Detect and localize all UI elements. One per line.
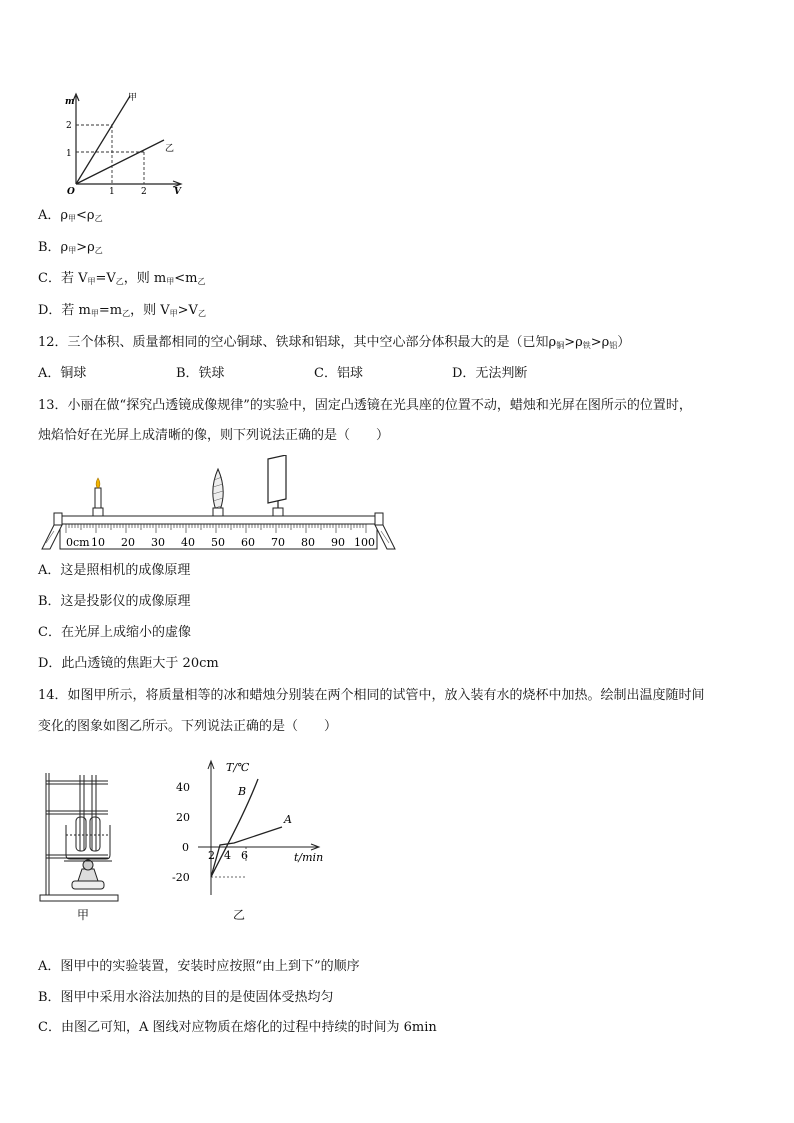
x-axis-label: t/min <box>294 851 324 864</box>
y-tick-2: 2 <box>66 121 72 131</box>
curve-b-label: B <box>238 785 247 798</box>
curve-a-label: A <box>284 813 292 826</box>
y-axis-label: m <box>65 97 75 107</box>
y-tick-20: 20 <box>176 811 190 824</box>
y-tick-0: 0 <box>182 841 189 854</box>
bench-label-60: 60 <box>241 536 255 549</box>
q12-option-c: C．铝球 <box>314 366 363 381</box>
q12-option-d: D．无法判断 <box>452 366 528 381</box>
q13-option-c: C．在光屏上成缩小的虚像 <box>38 625 191 640</box>
q11-option-d: D．若 $m_甲=m_乙$，则 $V_甲>V_乙$ <box>38 303 206 318</box>
heating-apparatus-figure <box>36 765 126 905</box>
q12-option-b: B．铁球 <box>176 366 225 381</box>
bench-label-90: 90 <box>331 536 345 549</box>
q14-stem-line2: 变化的图象如图乙所示。下列说法正确的是（ ） <box>38 719 338 734</box>
q12-option-a: A．铜球 <box>38 366 87 381</box>
bench-label-50: 50 <box>211 536 225 549</box>
x-tick-4: 4 <box>224 849 231 862</box>
q14-option-b: B．图甲中采用水浴法加热的目的是使固体受热均匀 <box>38 990 334 1005</box>
y-tick-neg20: -20 <box>172 871 190 884</box>
bench-label-30: 30 <box>151 536 165 549</box>
q11-option-a: A．$\rho_甲<\rho_乙$ <box>38 208 103 223</box>
temperature-time-graph <box>168 755 328 905</box>
q13-option-a: A．这是照相机的成像原理 <box>38 563 191 578</box>
bench-label-70: 70 <box>271 536 285 549</box>
bench-label-10: 10 <box>91 536 105 549</box>
q14-option-c: C．由图乙可知，A 图线对应物质在熔化的过程中持续的时间为 6min <box>38 1020 437 1035</box>
m-v-graph <box>60 88 190 198</box>
q14-stem-line1: 14．如图甲所示，将质量相等的冰和蜡烛分别装在两个相同的试管中，放入装有水的烧杯中加热。绘制出温度随时间 <box>38 688 705 703</box>
fig-b-caption: 乙 <box>233 908 246 922</box>
y-tick-40: 40 <box>176 781 190 794</box>
origin-label: O <box>67 187 75 197</box>
q13-stem-line1: 13．小丽在做“探究凸透镜成像规律”的实验中，固定凸透镜在光具座的位置不动，蜡烛和光屏在图所示的位置时， <box>38 398 692 413</box>
q12-stem: 12．三个体积、质量都相同的空心铜球、铁球和铝球，其中空心部分体积最大的是（已知$\rho_铜>\rho_铁>\rho_铝$） <box>38 335 631 350</box>
q13-stem-line2: 烛焰恰好在光屏上成清晰的像，则下列说法正确的是（ ） <box>38 428 390 443</box>
line-a-label: 甲 <box>128 93 138 103</box>
q11-option-c: C．若 $V_甲=V_乙$，则 $m_甲<m_乙$ <box>38 271 206 286</box>
bench-label-20: 20 <box>121 536 135 549</box>
q14-option-a: A．图甲中的实验装置，安装时应按照“由上到下”的顺序 <box>38 959 360 974</box>
x-tick-1: 1 <box>109 187 115 197</box>
optical-bench-figure <box>40 455 400 555</box>
y-tick-1: 1 <box>66 149 72 159</box>
x-tick-6: 6 <box>241 849 248 862</box>
q13-option-b: B．这是投影仪的成像原理 <box>38 594 191 609</box>
line-b-label: 乙 <box>165 144 175 154</box>
bench-label-40: 40 <box>181 536 195 549</box>
fig-a-caption-text: 甲 <box>77 908 90 922</box>
x-tick-2: 2 <box>141 187 147 197</box>
bench-label-0: 0cm <box>66 536 90 549</box>
bench-label-100: 100 <box>354 536 375 549</box>
x-tick-2: 2 <box>208 849 215 862</box>
y-axis-label: T/℃ <box>226 761 250 774</box>
q13-option-d: D．此凸透镜的焦距大于 20cm <box>38 656 219 671</box>
x-axis-label: V <box>174 187 181 197</box>
q11-option-b: B．$\rho_甲>\rho_乙$ <box>38 240 103 255</box>
bench-label-80: 80 <box>301 536 315 549</box>
q12-options <box>38 365 527 383</box>
